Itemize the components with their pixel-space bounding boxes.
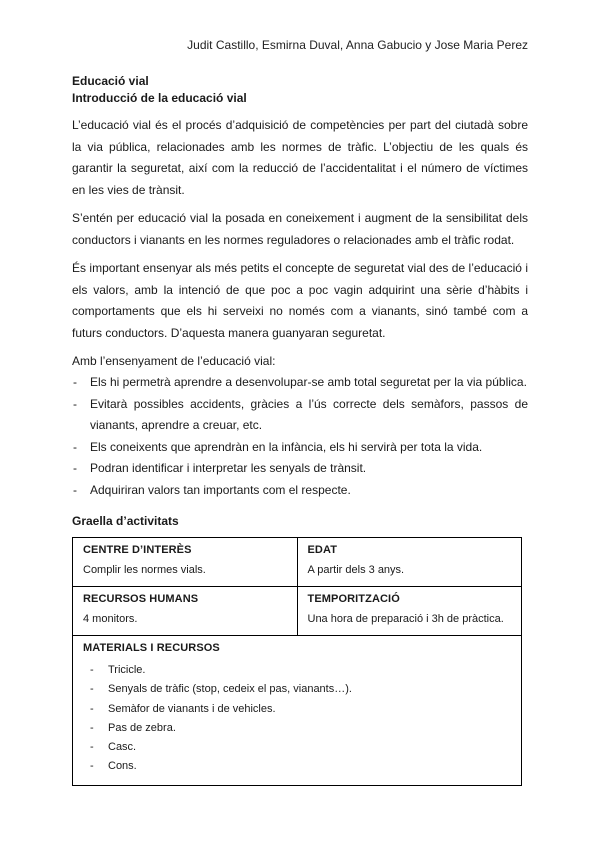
table-row	[73, 538, 522, 587]
list-item: - Semàfor de vianants i de vehicles.	[83, 700, 511, 719]
recursos-label: RECURSOS HUMANS	[83, 593, 199, 605]
list-item: - Adquiriran valors tan importants com el respecte.	[72, 480, 528, 502]
recursos-cell	[73, 587, 298, 636]
temp-cell	[297, 587, 522, 636]
list-item: - Pas de zebra.	[83, 719, 511, 738]
list-item: - Els coneixents que aprendràn en la infància, els hi servirà per tota la vida.	[72, 437, 528, 459]
section-subtitle: Introducció de la educació vial	[72, 91, 247, 105]
activities-grid	[72, 537, 522, 786]
edat-cell	[297, 538, 522, 587]
list-item: - Tricicle.	[83, 661, 511, 680]
edat-label: EDAT	[307, 544, 338, 556]
list-item: - Els hi permetrà aprendre a desenvolupar-se amb total seguretat per la via pública.	[72, 372, 528, 394]
paragraph-2: S’entén per educació vial la posada en coneixement i augment de la sensibilitat dels conductors i vianants en les normes reguladores o relacionades amb el tràfic rodat.	[72, 211, 528, 247]
list-item: - Senyals de tràfic (stop, cedeix el pas, vianants…).	[83, 680, 511, 699]
materials-label: MATERIALS I RECURSOS	[83, 642, 220, 654]
table-row	[73, 636, 522, 786]
list-item: - Cons.	[83, 757, 511, 776]
list-item: - Podran identificar i interpretar les senyals de trànsit.	[72, 458, 528, 480]
centre-cell	[73, 538, 298, 587]
paragraph-3: És important ensenyar als més petits el concepte de seguretat vial des de l’educació i els valors, amb la intenció de que poc a poc vagin adquirint una sèrie d’hàbits i comportaments que els hi serveixi no només com a vianants, sinó també com a futurs conductors. D’aquesta manera guanyaran seguretat.	[72, 261, 528, 340]
centre-value: Complir les normes vials.	[83, 564, 206, 576]
document-body	[72, 73, 528, 786]
materials-list	[83, 661, 511, 777]
centre-label: CENTRE D’INTERÈS	[83, 544, 192, 556]
materials-cell	[73, 636, 522, 786]
list-intro: Amb l’ensenyament de l’educació vial:	[72, 354, 276, 368]
benefits-list	[72, 372, 528, 501]
edat-value: A partir dels 3 anys.	[307, 564, 405, 576]
table-row	[73, 587, 522, 636]
recursos-value: 4 monitors.	[83, 613, 138, 625]
paragraph-1: L’educació vial és el procés d’adquisició de competències per part del ciutadà sobre la via pública, relacionades amb les normes de tràfic. L’objectiu de les quals és garantir la seguretat, així com la reducció de l’accidentalitat i el número de víctimes en les vies de trànsit.	[72, 118, 528, 197]
list-item: - Casc.	[83, 738, 511, 757]
temp-label: TEMPORITZACIÓ	[307, 593, 400, 605]
grid-title: Graella d’activitats	[72, 514, 179, 528]
page-header-authors: Judit Castillo, Esmirna Duval, Anna Gabucio y Jose Maria Perez	[187, 38, 528, 52]
section-title: Educació vial	[72, 74, 149, 88]
list-item: - Evitarà possibles accidents, gràcies a l’ús correcte dels semàfors, passos de vianants, aprendre a creuar, etc.	[72, 394, 528, 437]
temp-value: Una hora de preparació i 3h de pràctica.	[307, 613, 504, 625]
